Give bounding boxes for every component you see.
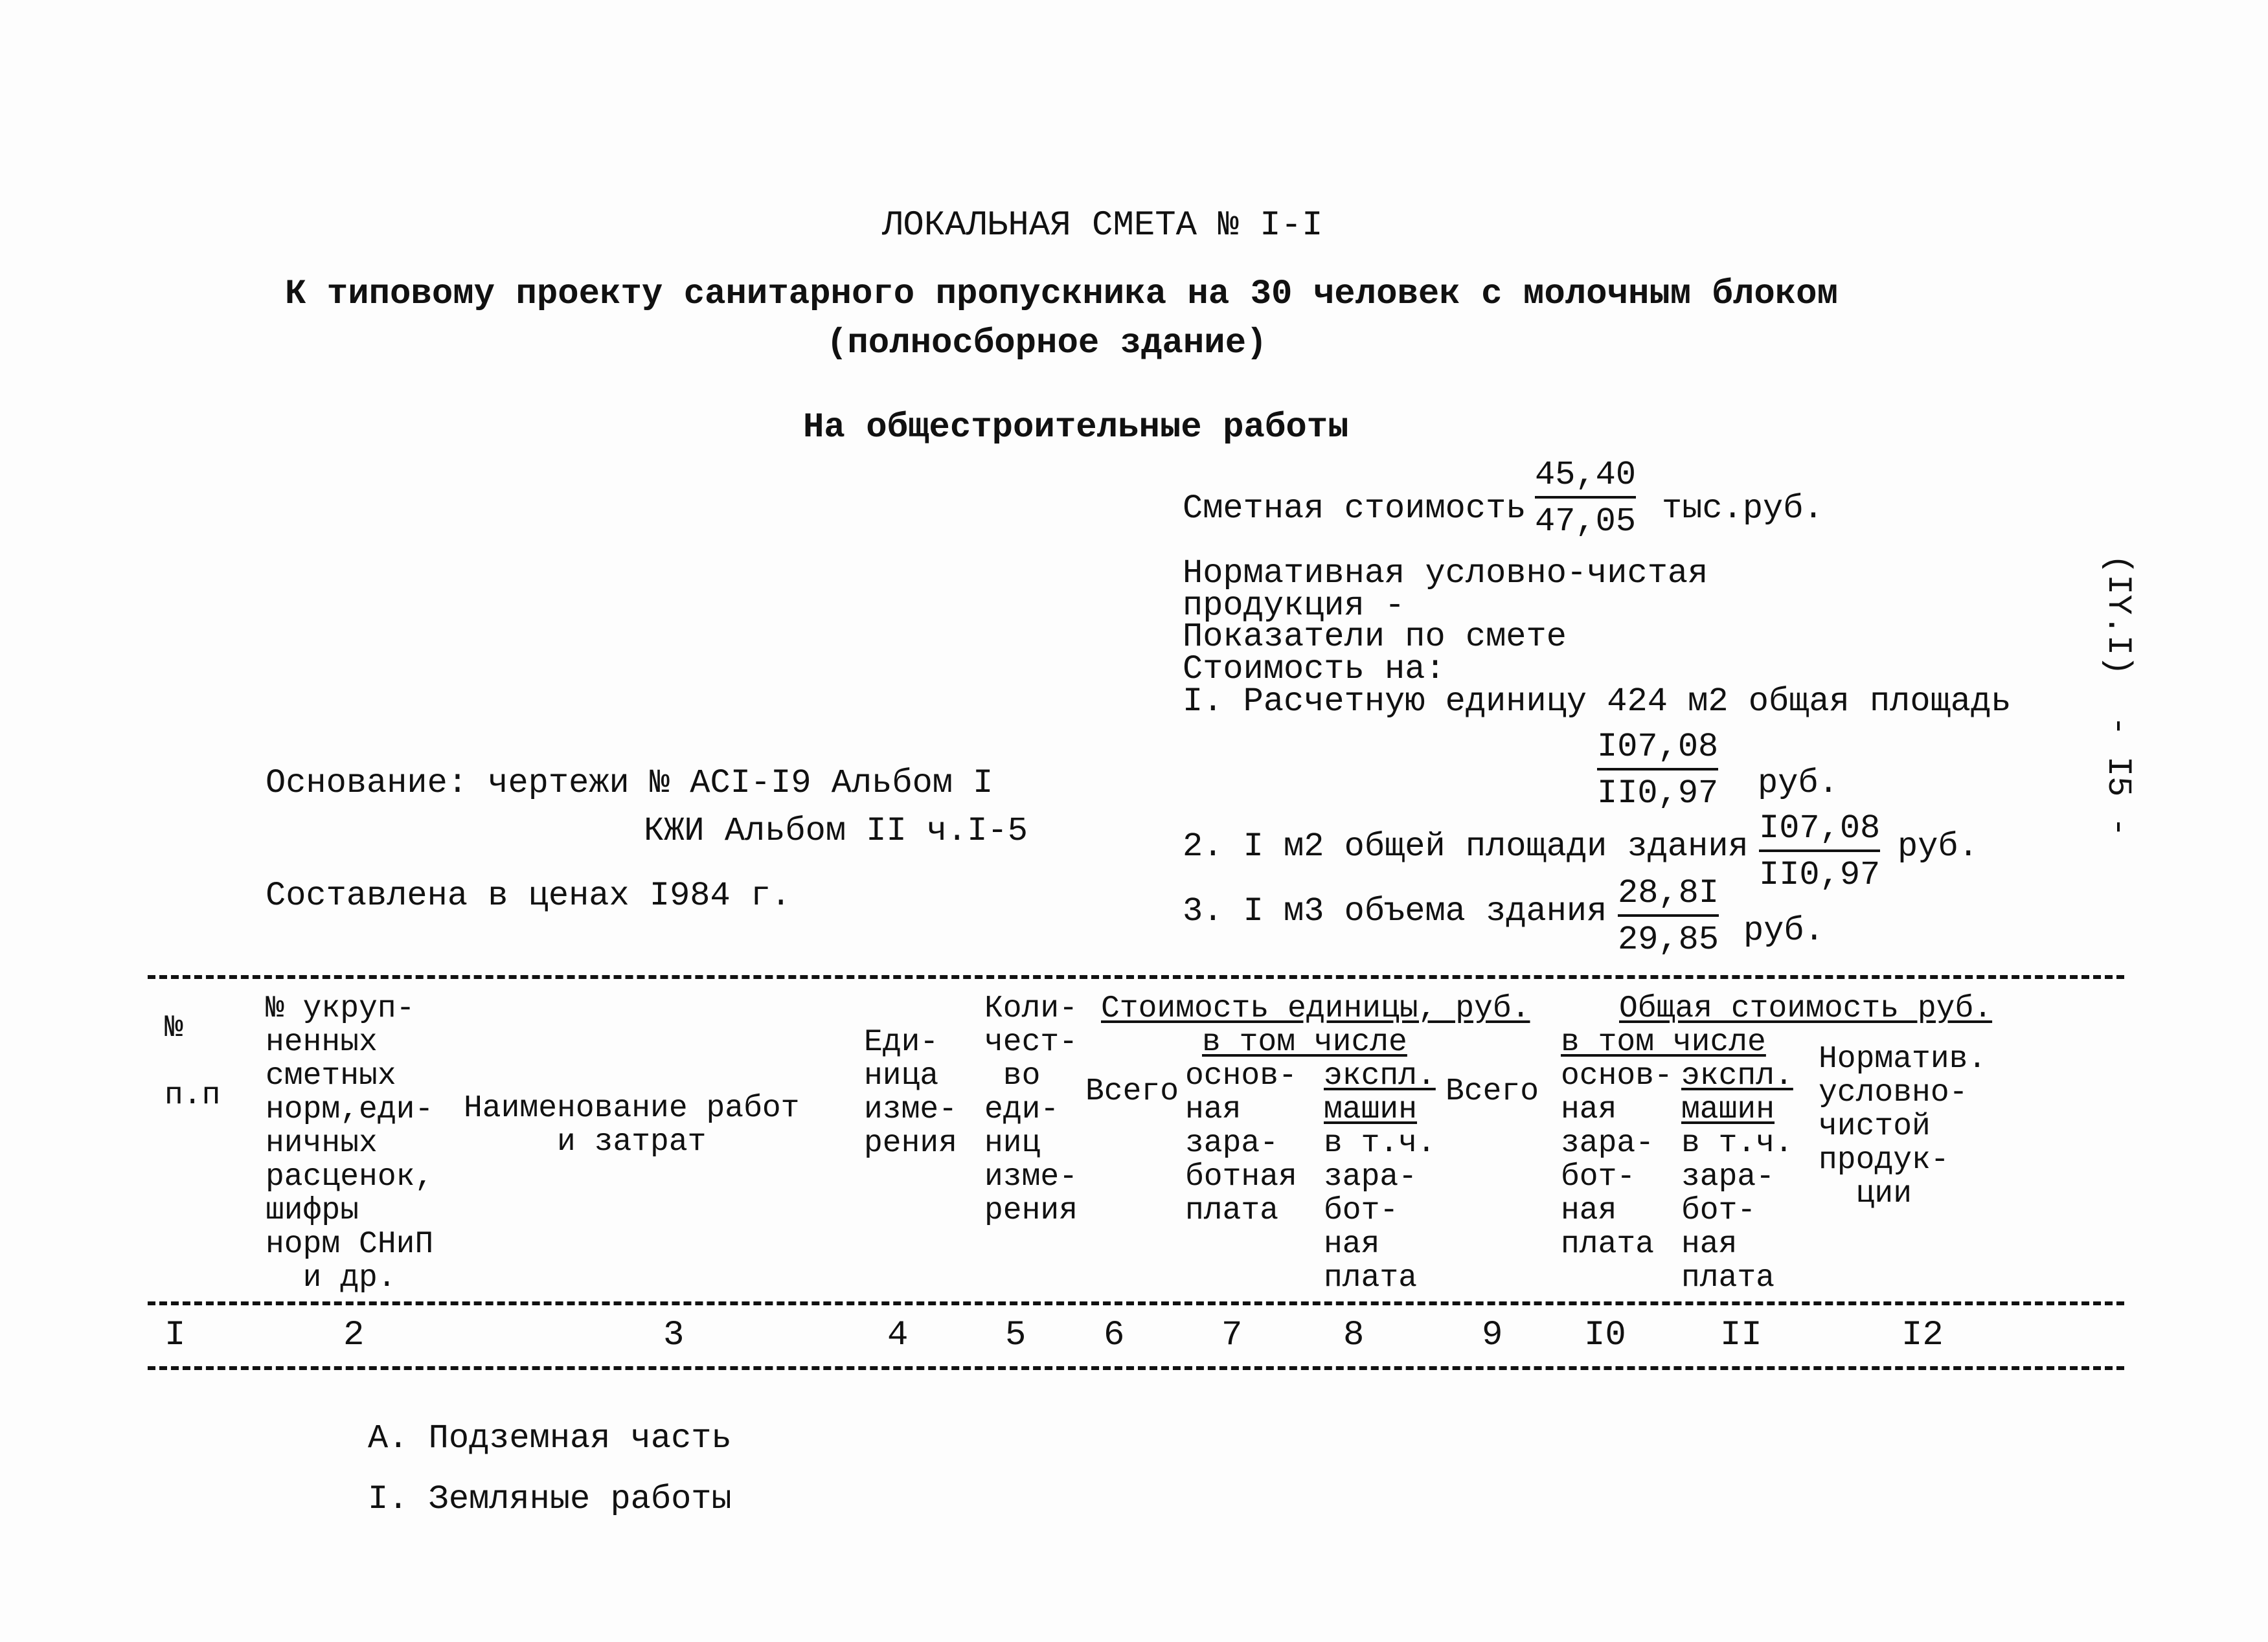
estimated-cost-fraction xyxy=(1535,458,1636,539)
col-header-total-machines: экспл. машин xyxy=(1681,1059,1793,1127)
estimated-cost-bottom: 47,05 xyxy=(1535,502,1637,541)
col-number-3: 3 xyxy=(663,1316,685,1355)
col-header-total-machine-wage: в т.ч. зара- бот- ная плата xyxy=(1681,1126,1793,1296)
normative-line2: продукция - xyxy=(1183,587,1405,625)
col-number-11: II xyxy=(1720,1316,1762,1355)
indicator-item-2-bottom: II0,97 xyxy=(1759,856,1881,894)
col-subgroup-total-incl: в том числе xyxy=(1561,1025,1766,1060)
col-number-10: I0 xyxy=(1584,1316,1626,1355)
col-subgroup-unit-incl: в том числе xyxy=(1202,1025,1407,1060)
col-number-1: I xyxy=(164,1316,186,1355)
indicator-item-2-unit: руб. xyxy=(1898,827,1979,866)
table-top-rule xyxy=(148,975,2124,979)
page-margin-note: (IY.I) - I5 - xyxy=(2099,554,2137,837)
col-header-unit-machine-wage: в т.ч. зара- бот- ная плата xyxy=(1324,1126,1436,1296)
estimated-cost-unit: тыс.руб. xyxy=(1662,489,1824,528)
col-header-unit: Еди- ница изме- рения xyxy=(864,1025,958,1161)
work-section: На общестроительные работы xyxy=(803,408,1349,447)
indicator-item-3-top: 28,8I xyxy=(1618,877,1719,917)
col-number-2: 2 xyxy=(343,1316,365,1355)
indicator-item-1: I. Расчетную единицу 424 м2 общая площадь xyxy=(1183,682,2012,721)
col-number-7: 7 xyxy=(1221,1316,1243,1355)
indicator-item-1-bottom: II0,97 xyxy=(1597,774,1719,813)
indicator-item-1-top: I07,08 xyxy=(1597,730,1718,770)
building-type: (полносборное здание) xyxy=(826,324,1267,363)
col-number-9: 9 xyxy=(1482,1316,1503,1355)
section-earthworks: I. Земляные работы xyxy=(368,1480,732,1518)
col-header-total-wage: основ- ная зара- бот- ная плата xyxy=(1561,1059,1673,1262)
col-header-quantity: Коли- чест- во еди- ниц изме- рения xyxy=(984,991,1078,1228)
col-header-unit-machines: экспл. машин xyxy=(1324,1059,1436,1127)
estimated-cost-label: Сметная стоимость xyxy=(1183,489,1526,528)
indicator-item-3-unit: руб. xyxy=(1743,912,1824,950)
table-header-rule xyxy=(148,1301,2124,1305)
cost-per-label: Стоимость на: xyxy=(1183,650,1446,688)
col-group-total-cost: Общая стоимость руб. xyxy=(1619,991,1993,1026)
col-number-12: I2 xyxy=(1901,1316,1944,1355)
table-numbers-rule xyxy=(148,1366,2124,1370)
col-header-norm-code: № укруп- ненных сметных норм,еди- ничных расценок, шифры норм СНиП и др. xyxy=(266,991,434,1296)
col-header-unit-total: Всего xyxy=(1085,1074,1179,1109)
indicator-item-2-fraction xyxy=(1759,809,1881,894)
col-header-unit-wage: основ- ная зара- ботная плата xyxy=(1185,1059,1297,1228)
indicator-item-1-unit: руб. xyxy=(1758,764,1839,802)
indicator-item-1-fraction xyxy=(1597,730,1718,811)
section-underground: А. Подземная часть xyxy=(368,1419,732,1457)
normative-line1: Нормативная условно-чистая xyxy=(1183,554,1708,592)
document-title: ЛОКАЛЬНАЯ СМЕТА № I-I xyxy=(882,206,1323,245)
col-header-number: № п.п xyxy=(164,1011,221,1113)
estimated-cost-top: 45,40 xyxy=(1535,458,1636,499)
indicator-item-3-fraction xyxy=(1618,874,1719,959)
col-group-unit-cost: Стоимость единицы, руб. xyxy=(1101,991,1530,1026)
col-number-4: 4 xyxy=(887,1316,909,1355)
indicators-label: Показатели по смете xyxy=(1183,618,1567,656)
indicator-item-2: 2. I м2 общей площади здания xyxy=(1183,827,1749,866)
basis-line1: Основание: чертежи № АСI-I9 Альбом I xyxy=(266,764,993,802)
indicator-item-3-bottom: 29,85 xyxy=(1618,921,1719,959)
col-header-normative-output: Норматив. условно- чистой продук- ции xyxy=(1819,1042,1987,1211)
compiled-prices: Составлена в ценах I984 г. xyxy=(266,877,791,915)
project-subtitle: К типовому проекту санитарного пропускника на 30 человек с молочным блоком xyxy=(285,275,1838,314)
indicator-item-3: 3. I м3 объема здания xyxy=(1183,892,1607,930)
basis-line2: КЖИ Альбом II ч.I-5 xyxy=(644,812,1028,850)
col-number-6: 6 xyxy=(1104,1316,1125,1355)
col-header-total: Всего xyxy=(1446,1074,1539,1109)
col-number-5: 5 xyxy=(1005,1316,1026,1355)
col-header-work-name: Наименование работ и затрат xyxy=(464,1091,800,1160)
indicator-item-2-top: I07,08 xyxy=(1759,812,1880,852)
col-number-8: 8 xyxy=(1343,1316,1365,1355)
